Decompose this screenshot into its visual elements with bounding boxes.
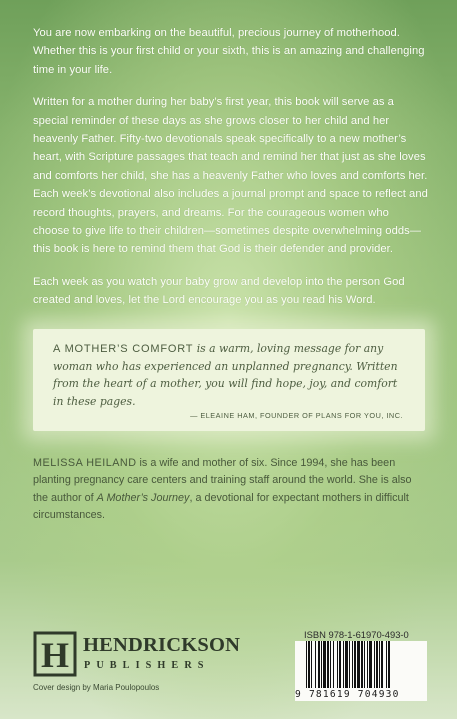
barcode-bars-icon [306, 641, 418, 688]
description-paragraph-1: You are now embarking on the beautiful, precious journey of motherhood. Whether this is your first child or your sixth, this is an amazing and challenging time in your life. [33, 27, 425, 76]
barcode-bar [361, 641, 363, 688]
barcode-bar [333, 641, 334, 688]
endorsement-lead-article: A [53, 343, 62, 355]
barcode-bar [357, 641, 360, 688]
barcode-bar [379, 641, 380, 688]
barcode-bar [330, 641, 331, 688]
endorsement-text: is a warm, loving message for any woman who has experienced an unplanned pregnancy. Written from the heart of a mother, you will find hope, joy, and comfort in these pages. [53, 342, 398, 408]
publisher-subtitle: PUBLISHERS [84, 660, 210, 671]
author-bio [33, 455, 428, 524]
barcode-bar [327, 641, 329, 688]
barcode-bar [364, 641, 365, 688]
barcode-bar [315, 641, 316, 688]
barcode-bar [349, 641, 350, 688]
endorsement-box [33, 329, 425, 431]
author-bio-text-end: , a devotional for expectant mothers in difficult circumstances. [33, 491, 409, 521]
barcode-bar [311, 641, 312, 688]
barcode-bar [339, 641, 341, 688]
barcode-bar [386, 641, 387, 688]
barcode-bar [323, 641, 326, 688]
author-name: MELISSA HEILAND [33, 457, 137, 469]
barcode-bar [308, 641, 310, 688]
endorsement-book-title: MOTHER’S COMFORT [64, 343, 194, 355]
barcode-bar [367, 641, 368, 688]
endorsement-attribution: — ELEAINE HAM, FOUNDER OF PLANS FOR YOU, INC. [190, 411, 403, 420]
barcode-digits: 9 781619 704930 [295, 689, 400, 700]
barcode-bar [376, 641, 378, 688]
barcode-bar [369, 641, 372, 688]
barcode-bar [381, 641, 383, 688]
barcode-bar [345, 641, 348, 688]
cover-design-credit: Cover design by Maria Poulopoulos [33, 683, 160, 692]
author-bio-text: is a wife and mother of six. Since 1994, she has been planting pregnancy care centers and training staff around the world. She is also the author of [33, 457, 412, 504]
description-paragraph-2: Written for a mother during her baby’s first year, this book will serve as a special reminder of these days as she grows closer to her child and her heavenly Father. Fifty-two devotionals speak specifically to a new mother’s heart, with Scripture passages that teach and remind her that just as she loves and comforts her child, she has a heavenly Father who loves and comforts her. Each week’s devotional also includes a journal prompt and space to reflect and record thoughts, prayers, and dreams. For the courageous women who choose to give life to their children—sometimes despite overwhelming odds—this book is here to remind them that God is their defender and provider. [33, 96, 428, 256]
barcode-bar [352, 641, 353, 688]
publisher-logo [33, 631, 243, 681]
description-paragraph-3: Each week as you watch your baby grow and develop into the person God created and loves, let the Lord encourage you as you read his Word. [33, 275, 405, 307]
barcode-bar [354, 641, 356, 688]
barcode-bar [388, 641, 390, 688]
publisher-name: HENDRICKSON [83, 634, 241, 656]
barcode-bar [318, 641, 320, 688]
endorsement-quote [53, 340, 405, 410]
publisher-monogram-letter: H [40, 635, 70, 675]
barcode-bar [374, 641, 375, 688]
author-other-book-title: A Mother’s Journey [96, 491, 190, 504]
barcode-bar [306, 641, 307, 688]
barcode-bar [343, 641, 344, 688]
description [33, 24, 428, 324]
barcode [295, 641, 427, 701]
barcode-bar [337, 641, 338, 688]
publisher-monogram-icon [33, 631, 77, 677]
barcode-bar [321, 641, 322, 688]
isbn-label: ISBN 978-1-61970-493-0 [304, 629, 409, 640]
